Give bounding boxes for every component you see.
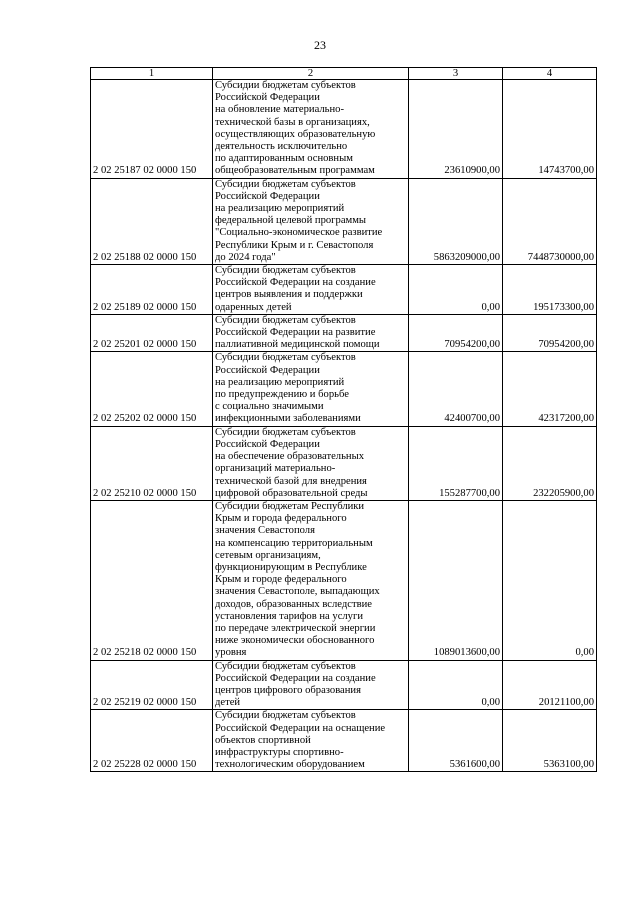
page-number: 23 bbox=[314, 38, 326, 52]
amount-col3-cell: 5361600,00 bbox=[409, 710, 503, 772]
budget-code-cell: 2 02 25228 02 0000 150 bbox=[91, 710, 213, 772]
table-header-row bbox=[91, 68, 597, 80]
budget-code-cell: 2 02 25201 02 0000 150 bbox=[91, 314, 213, 352]
amount-col4-cell: 42317200,00 bbox=[503, 352, 597, 426]
amount-col4-cell: 70954200,00 bbox=[503, 314, 597, 352]
description-cell: Субсидии бюджетам субъектов Российской Федерации на оснащение объектов спортивной инфраструктуры спортивно- технологическим оборудованием bbox=[213, 710, 409, 772]
description-cell: Субсидии бюджетам субъектов Российской Федерации на реализацию мероприятий по предупреждению и борьбе с социально значимыми инфекционными заболеваниями bbox=[213, 352, 409, 426]
description-cell: Субсидии бюджетам субъектов Российской Федерации на создание центров выявления и поддержки одаренных детей bbox=[213, 265, 409, 315]
amount-col4-cell: 0,00 bbox=[503, 500, 597, 660]
amount-col3-cell: 42400700,00 bbox=[409, 352, 503, 426]
amount-col3-cell: 155287700,00 bbox=[409, 426, 503, 500]
budget-code-cell: 2 02 25218 02 0000 150 bbox=[91, 500, 213, 660]
description-cell: Субсидии бюджетам субъектов Российской Федерации на развитие паллиативной медицинской помощи bbox=[213, 314, 409, 352]
header-col-4: 4 bbox=[503, 68, 597, 80]
table-row bbox=[91, 500, 597, 660]
budget-code-cell: 2 02 25188 02 0000 150 bbox=[91, 178, 213, 264]
amount-col4-cell: 195173300,00 bbox=[503, 265, 597, 315]
budget-code-cell: 2 02 25189 02 0000 150 bbox=[91, 265, 213, 315]
amount-col4-cell: 20121100,00 bbox=[503, 660, 597, 710]
description-cell: Субсидии бюджетам Республики Крым и города федерального значения Севастополя на компенсацию территориальным сетевым организациям, функционирующим в Республике Крым и городе федерального значения Севастополе, выпадающих доходов, образованных вследствие установления тарифов на услуги по передаче электрической энергии ниже экономически обоснованного уровня bbox=[213, 500, 409, 660]
amount-col3-cell: 23610900,00 bbox=[409, 80, 503, 179]
table-row bbox=[91, 80, 597, 179]
header-col-2: 2 bbox=[213, 68, 409, 80]
header-col-1: 1 bbox=[91, 68, 213, 80]
table-row bbox=[91, 265, 597, 315]
amount-col3-cell: 5863209000,00 bbox=[409, 178, 503, 264]
header-col-3: 3 bbox=[409, 68, 503, 80]
budget-code-cell: 2 02 25219 02 0000 150 bbox=[91, 660, 213, 710]
table-row bbox=[91, 426, 597, 500]
amount-col4-cell: 14743700,00 bbox=[503, 80, 597, 179]
table-row bbox=[91, 352, 597, 426]
description-cell: Субсидии бюджетам субъектов Российской Федерации на создание центров цифрового образования детей bbox=[213, 660, 409, 710]
table-row bbox=[91, 314, 597, 352]
amount-col4-cell: 232205900,00 bbox=[503, 426, 597, 500]
description-cell: Субсидии бюджетам субъектов Российской Федерации на реализацию мероприятий федеральной целевой программы "Социально-экономическое развитие Республики Крым и г. Севастополя до 2024 года" bbox=[213, 178, 409, 264]
table-row bbox=[91, 660, 597, 710]
amount-col3-cell: 0,00 bbox=[409, 265, 503, 315]
amount-col3-cell: 1089013600,00 bbox=[409, 500, 503, 660]
budget-table bbox=[90, 67, 597, 772]
amount-col4-cell: 7448730000,00 bbox=[503, 178, 597, 264]
amount-col4-cell: 5363100,00 bbox=[503, 710, 597, 772]
budget-code-cell: 2 02 25202 02 0000 150 bbox=[91, 352, 213, 426]
budget-code-cell: 2 02 25210 02 0000 150 bbox=[91, 426, 213, 500]
budget-code-cell: 2 02 25187 02 0000 150 bbox=[91, 80, 213, 179]
table-row bbox=[91, 710, 597, 772]
amount-col3-cell: 0,00 bbox=[409, 660, 503, 710]
description-cell: Субсидии бюджетам субъектов Российской Федерации на обновление материально- технической базы в организациях, осуществляющих образовательную деятельность исключительно по адаптированным основным общеобразовательным программам bbox=[213, 80, 409, 179]
description-cell: Субсидии бюджетам субъектов Российской Федерации на обеспечение образовательных организаций материально- технической базой для внедрения цифровой образовательной среды bbox=[213, 426, 409, 500]
amount-col3-cell: 70954200,00 bbox=[409, 314, 503, 352]
table-row bbox=[91, 178, 597, 264]
